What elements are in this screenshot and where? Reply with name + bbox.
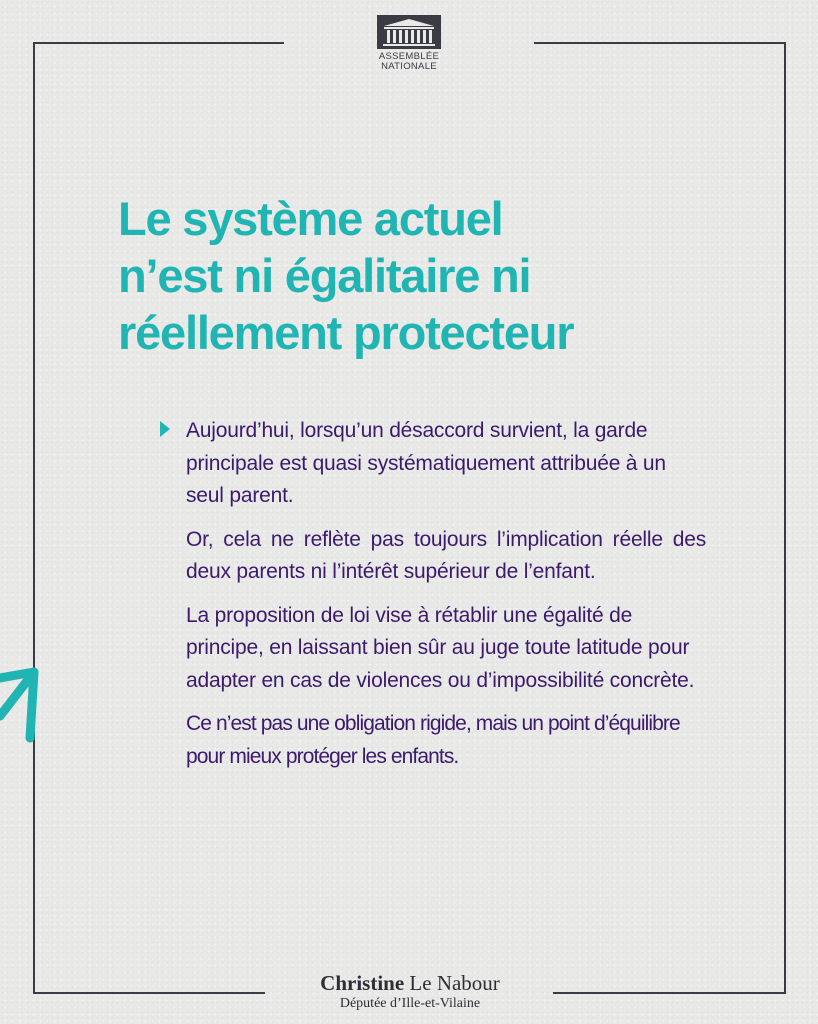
frame-top-left: [33, 42, 284, 44]
signature-title: Députée d’Ille-et-Vilaine: [339, 996, 481, 1011]
frame-bottom-right: [553, 992, 786, 994]
frame-top-right: [534, 42, 786, 44]
logo-line-2: NATIONALE: [381, 61, 437, 72]
signature: [270, 970, 550, 1012]
signature-last-name: Le Nabour: [409, 971, 500, 995]
signature-name: [270, 970, 550, 996]
frame-right: [784, 42, 786, 994]
logo-line-1: ASSEMBLÉE: [378, 51, 440, 62]
paragraph-3: La proposition de loi vise à rétablir une égalité de principe, en laissant bien sûr au juge toute latitude pour adapter en cas de violences ou d’impossibilité concrète.: [186, 603, 695, 692]
headline-line-1: Le système actuel: [118, 192, 503, 245]
arrow-decoration-icon: [0, 660, 44, 746]
parliament-building-icon: [376, 14, 442, 50]
paragraph-1: Aujourd’hui, lorsqu’un désaccord survient, la garde principale est quasi systématiquement attribuée à un seul parent.: [186, 419, 666, 507]
signature-first-name: Christine: [320, 971, 405, 995]
headline-line-3: réellement protecteur: [118, 306, 574, 359]
assemblee-nationale-logo: [370, 14, 448, 72]
bullet-triangle-icon: [158, 420, 172, 438]
paragraph-4: Ce n’est pas une obligation rigide, mais un point d’équilibre pour mieux protéger les enfants.: [186, 712, 680, 768]
body-text: [186, 415, 706, 784]
frame-left: [33, 42, 35, 994]
frame-bottom-left: [33, 992, 265, 994]
headline-line-2: n’est ni égalitaire ni: [118, 249, 531, 302]
paragraph-2: Or, cela ne reflète pas toujours l’implication réelle des deux parents ni l’intérêt supérieur de l’enfant.: [186, 527, 706, 583]
headline: [118, 190, 758, 361]
